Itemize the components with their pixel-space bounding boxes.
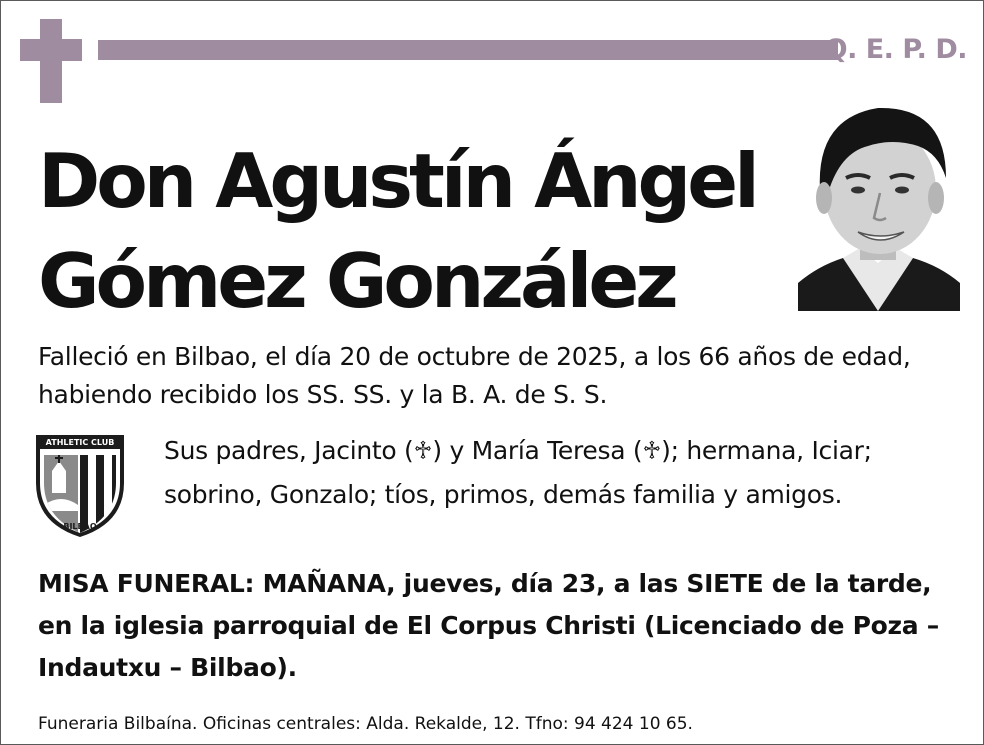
header-rule xyxy=(98,40,838,60)
family-line1: Sus padres, Jacinto (♱) y María Teresa (♱); hermana, Iciar; xyxy=(164,436,872,465)
funeral-home-footer: Funeraria Bilbaína. Oficinas centrales: Alda. Rekalde, 12. Tfno: 94 424 10 65. xyxy=(38,714,693,734)
family-list xyxy=(164,429,964,517)
crest-shield xyxy=(34,433,126,537)
qepd-label: Q. E. P. D. xyxy=(824,34,967,65)
portrait-photo xyxy=(798,98,960,311)
crest-bottom-text: BILBAO xyxy=(63,522,97,531)
funeral-mass-info: MISA FUNERAL: MAÑANA, jueves, día 23, a las SIETE de la tarde, en la iglesia parroquial de El Corpus Christi (Licenciado de Poza – Indautxu – Bilbao). xyxy=(38,569,939,682)
cross-vertical-bar xyxy=(40,19,62,103)
athletic-club-crest-icon xyxy=(34,433,126,537)
death-notice: Falleció en Bilbao, el día 20 de octubre de 2025, a los 66 años de edad, habiendo recibido los SS. SS. y la B. A. de S. S. xyxy=(38,342,911,409)
crest-top-text: ATHLETIC CLUB xyxy=(45,438,115,447)
deceased-name-line2: Gómez González xyxy=(38,237,675,325)
deceased-name-line1: Don Agustín Ángel xyxy=(38,137,756,225)
cross-horizontal-bar xyxy=(20,39,82,61)
deceased-name xyxy=(38,131,778,331)
portrait-illustration xyxy=(798,98,960,311)
family-line2: sobrino, Gonzalo; tíos, primos, demás familia y amigos. xyxy=(164,480,843,509)
